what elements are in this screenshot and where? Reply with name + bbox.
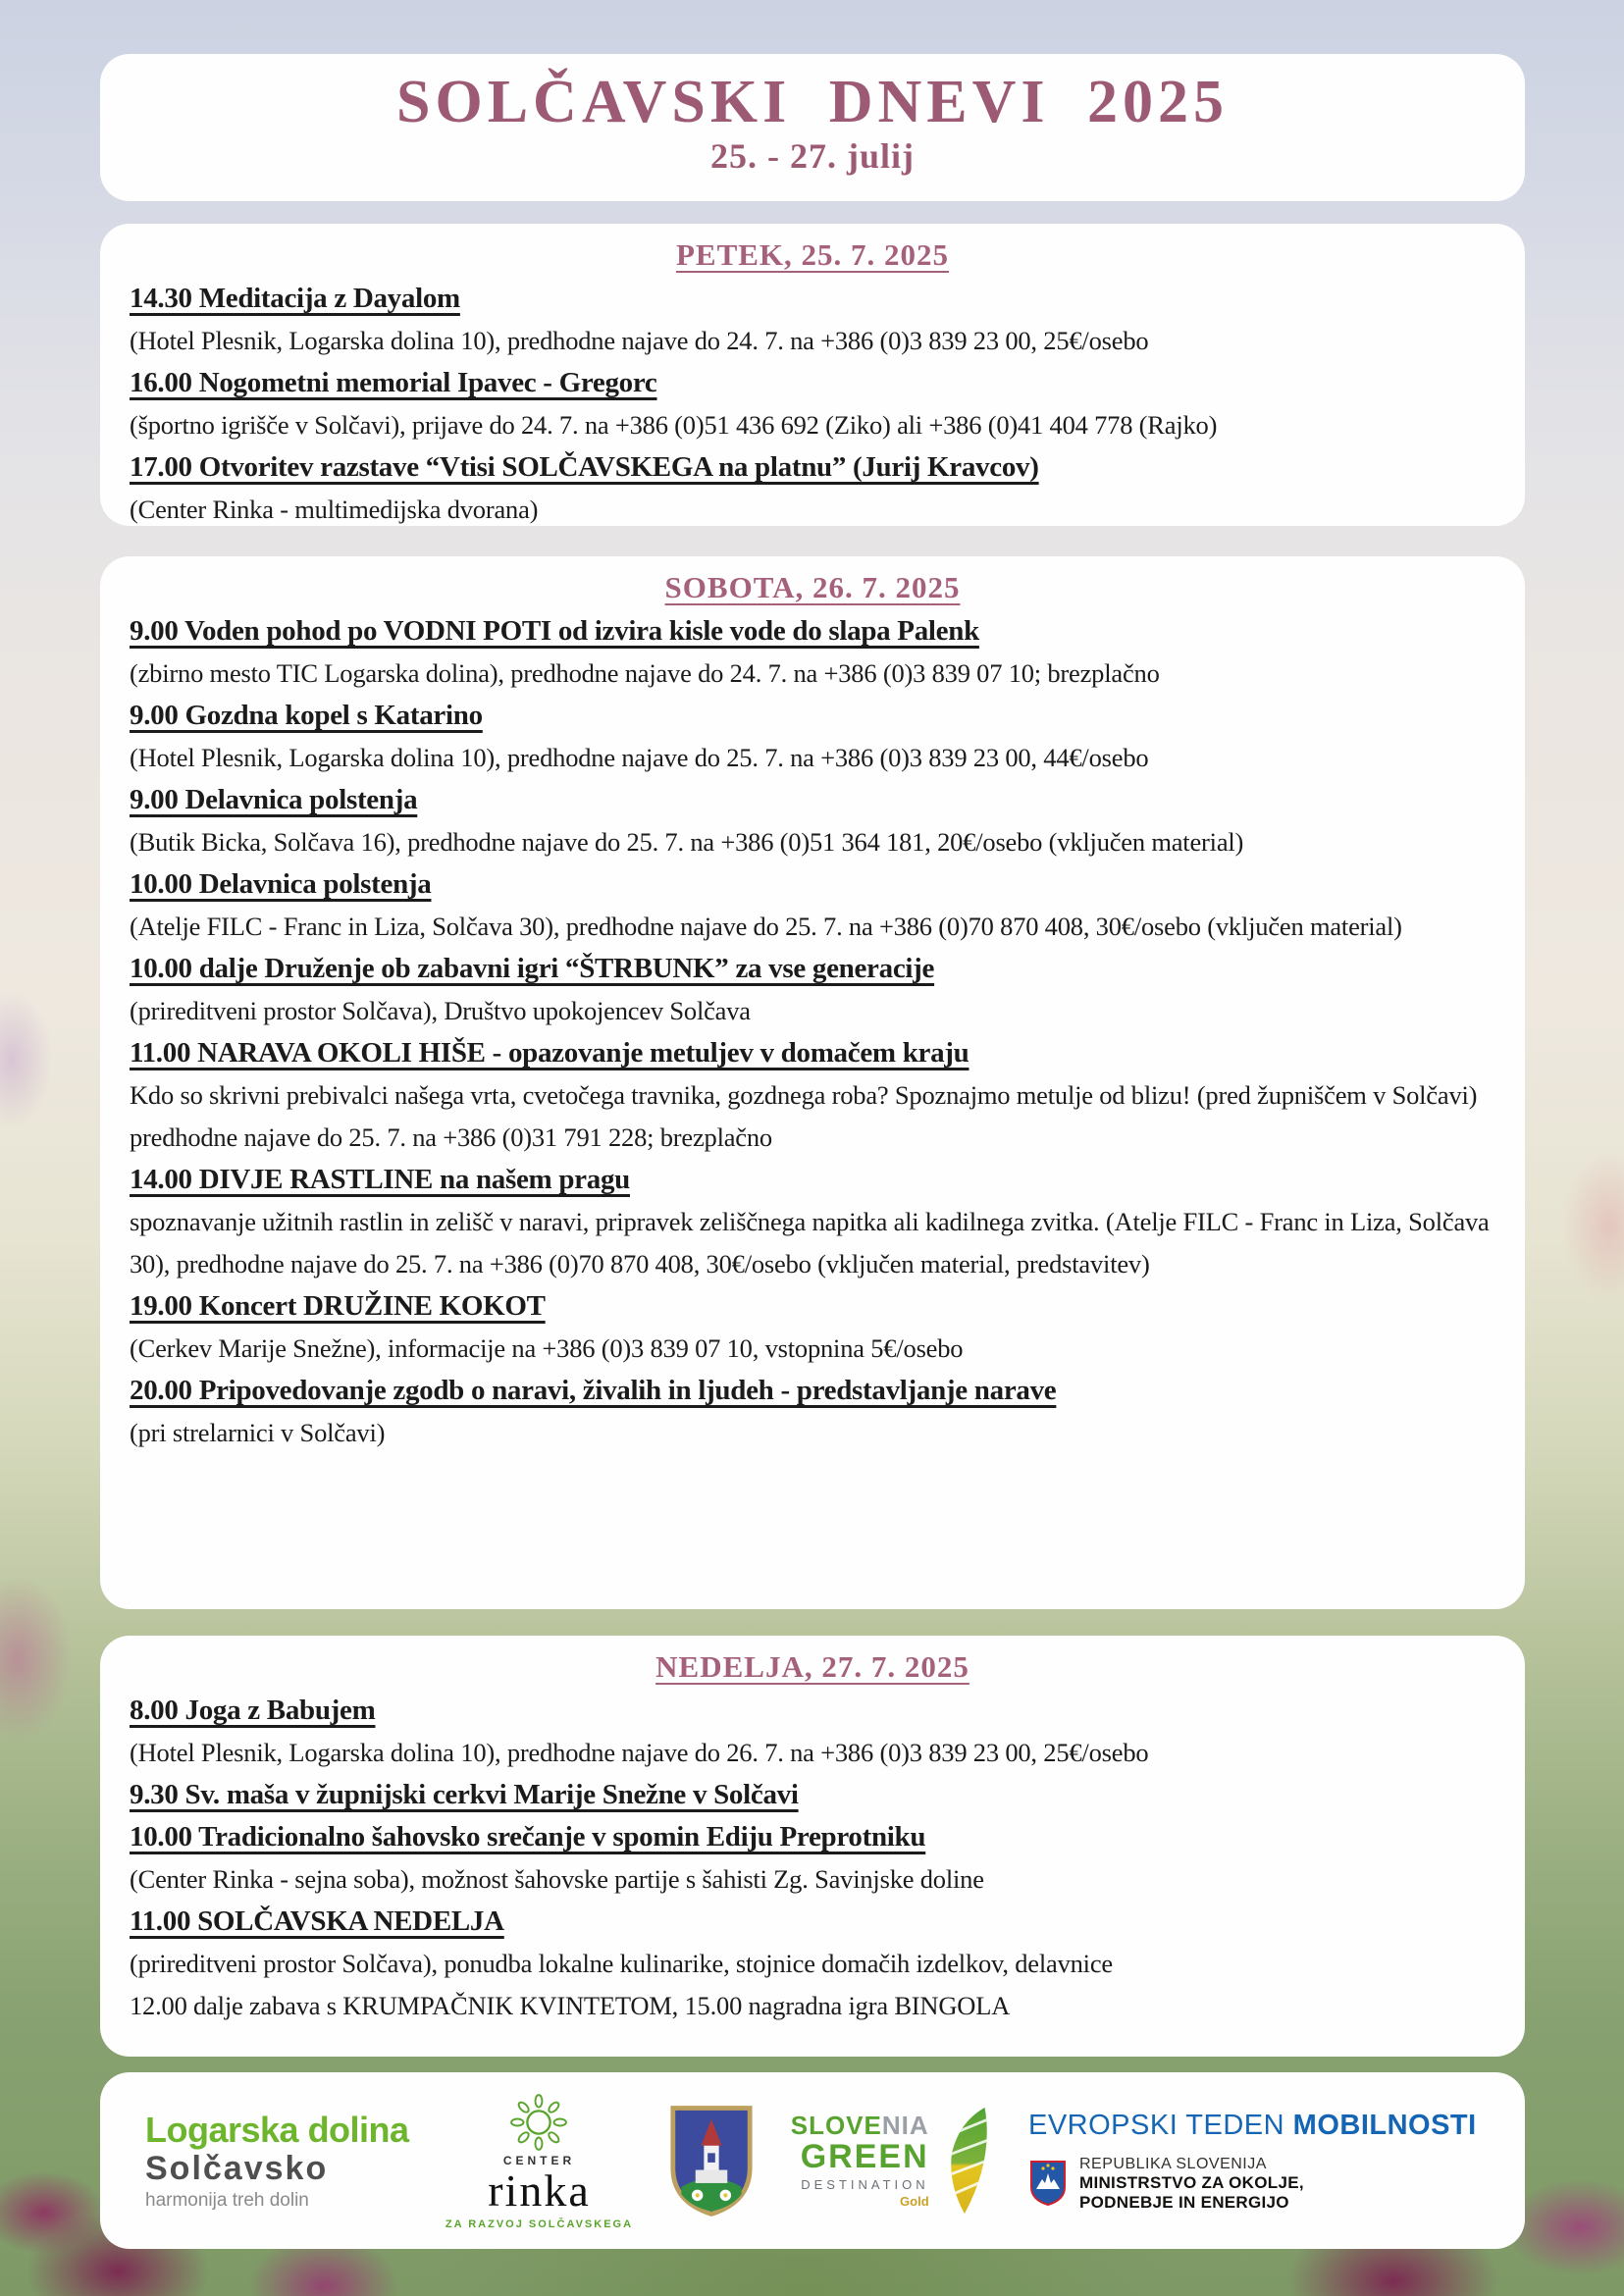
event-title: 14.30 Meditacija z Dayalom [130, 283, 460, 314]
event-title: 10.00 Delavnica polstenja [130, 868, 432, 900]
solcavsko-title: Solčavsko [145, 2149, 329, 2187]
event-title: 14.00 DIVJE RASTLINE na našem pragu [130, 1164, 630, 1195]
page-title: SOLČAVSKI DNEVI 2025 [395, 69, 1230, 135]
solcava-crest-icon [669, 2104, 754, 2218]
event-detail: (pri strelarnici v Solčavi) [130, 1418, 386, 1447]
event-title: 9.00 Voden pohod po VODNI POTI od izvira kisle vode do slapa Palenk [130, 615, 979, 647]
section-saturday-card [100, 556, 1525, 1609]
event-title: 17.00 Otvoritev razstave “Vtisi SOLČAVSKEGA na platnu” (Jurij Kravcov) [130, 451, 1039, 483]
event-title: 16.00 Nogometni memorial Ipavec - Gregorc [130, 367, 657, 398]
center-rinka-logo [445, 2092, 633, 2230]
event-detail: (Center Rinka - multimedijska dvorana) [130, 495, 539, 524]
mobility-week-bold: MOBILNOSTI [1292, 2109, 1477, 2141]
section-friday-card [100, 224, 1525, 526]
event-detail: (Butik Bicka, Solčava 16), predhodne najave do 25. 7. na +386 (0)51 364 181, 20€/osebo (vključen material) [130, 827, 1244, 857]
event-title: 8.00 Joga z Babujem [130, 1695, 376, 1726]
event-title: 10.00 Tradicionalno šahovsko srečanje v spomin Ediju Preprotniku [130, 1821, 926, 1852]
event-title: 11.00 SOLČAVSKA NEDELJA [130, 1905, 504, 1937]
green-leaf-icon [937, 2106, 992, 2216]
institutional-logos [1028, 2110, 1480, 2212]
event-title: 9.00 Gozdna kopel s Katarino [130, 700, 483, 731]
footer-logos-card [100, 2072, 1525, 2249]
rinka-name: rinka [488, 2165, 591, 2216]
section-header-sunday: NEDELJA, 27. 7. 2025 [655, 1649, 969, 1684]
logarska-tagline: harmonija treh dolin [145, 2189, 309, 2211]
event-detail: spoznavanje užitnih rastlin in zelišč v naravi, pripravek zeliščnega napitka ali kadilnega zvitka. (Atelje FILC - Franc in Liza, Solčava 30), predhodne najave do 25. 7. na +386 (0)70 870 408, 30€/osebo (vključen material, predstavitev) [130, 1207, 1490, 1278]
event-detail: predhodne najave do 25. 7. na +386 (0)31 791 228; brezplačno [130, 1122, 772, 1152]
event-detail: (Center Rinka - sejna soba), možnost šahovske partije s šahisti Zg. Savinjske doline [130, 1864, 984, 1894]
ministry-line2: PODNEBJE IN ENERGIJO [1079, 2192, 1289, 2212]
section-sunday-card [100, 1636, 1525, 2057]
slovenia-coat-of-arms-icon [1028, 2160, 1068, 2207]
event-detail: (Cerkev Marije Snežne), informacije na +386 (0)3 839 07 10, vstopnina 5€/osebo [130, 1333, 964, 1363]
ministry-country: REPUBLIKA SLOVENIJA [1079, 2155, 1267, 2172]
page-subtitle: 25. - 27. julij [710, 136, 915, 176]
rinka-sun-icon [508, 2092, 569, 2153]
event-title: 9.30 Sv. maša v župnijski cerkvi Marije Snežne v Solčavi [130, 1779, 799, 1810]
event-detail: (Hotel Plesnik, Logarska dolina 10), predhodne najave do 24. 7. na +386 (0)3 839 23 00, 25€/osebo [130, 326, 1149, 355]
rinka-center-label: CENTER [502, 2153, 576, 2167]
slovenia-green-text [791, 2113, 929, 2208]
event-detail: (Hotel Plesnik, Logarska dolina 10), predhodne najave do 25. 7. na +386 (0)3 839 23 00, 44€/osebo [130, 743, 1149, 772]
event-title: 11.00 NARAVA OKOLI HIŠE - opazovanje metuljev v domačem kraju [130, 1037, 969, 1069]
event-detail: 12.00 dalje zabava s KRUMPAČNIK KVINTETOM, 15.00 nagradna igra BINGOLA [130, 1991, 1011, 2020]
logarska-dolina-title: Logarska dolina [145, 2109, 409, 2150]
mobility-week-regular: EVROPSKI TEDEN [1028, 2109, 1293, 2141]
event-detail: (Hotel Plesnik, Logarska dolina 10), predhodne najave do 26. 7. na +386 (0)3 839 23 00, 25€/osebo [130, 1738, 1149, 1767]
event-detail: (Atelje FILC - Franc in Liza, Solčava 30), predhodne najave do 25. 7. na +386 (0)70 870 408, 30€/osebo (vključen material) [130, 912, 1402, 941]
rinka-tagline: ZA RAZVOJ SOLČAVSKEGA [445, 2218, 634, 2230]
slovenia-green-nia: NIA [881, 2111, 929, 2141]
event-title: 19.00 Koncert DRUŽINE KOKOT [130, 1290, 546, 1322]
slovenia-green-slove: SLOVE [790, 2111, 882, 2141]
logarska-dolina-logo [145, 2109, 409, 2211]
slovenia-green-gold: Gold [900, 2193, 929, 2209]
event-title: 10.00 dalje Druženje ob zabavni igri “ŠTRBUNK” za vse generacije [130, 953, 935, 984]
event-detail: (športno igrišče v Solčavi), prijave do 24. 7. na +386 (0)51 436 692 (Ziko) ali +386 (0)41 404 778 (Rajko) [130, 410, 1218, 440]
ministry-logo [1028, 2156, 1480, 2212]
event-title: 20.00 Pripovedovanje zgodb o naravi, živalih in ljudeh - predstavljanje narave [130, 1375, 1057, 1406]
slovenia-green-line1 [791, 2113, 929, 2139]
event-detail: (prireditveni prostor Solčava), Društvo upokojencev Solčava [130, 996, 751, 1025]
mobility-week-logo [1028, 2110, 1480, 2142]
slovenia-green-green: GREEN [800, 2137, 929, 2175]
event-detail: (zbirno mesto TIC Logarska dolina), predhodne najave do 24. 7. na +386 (0)3 839 07 10; brezplačno [130, 658, 1160, 688]
ministry-line1: MINISTRSTVO ZA OKOLJE, [1079, 2173, 1304, 2193]
event-detail: (prireditveni prostor Solčava), ponudba lokalne kulinarike, stojnice domačih izdelkov, delavnice [130, 1949, 1113, 1978]
title-card [100, 54, 1525, 201]
slovenia-green-logo [791, 2106, 992, 2216]
ministry-text [1079, 2156, 1304, 2212]
event-title: 9.00 Delavnica polstenja [130, 784, 418, 815]
event-detail: Kdo so skrivni prebivalci našega vrta, cvetočega travnika, gozdnega roba? Spoznajmo metulje od blizu! (pred župniščem v Solčavi) [130, 1080, 1478, 1110]
slovenia-green-destination: DESTINATION [801, 2177, 929, 2193]
section-header-friday: PETEK, 25. 7. 2025 [675, 237, 950, 272]
section-header-saturday: SOBOTA, 26. 7. 2025 [664, 570, 961, 604]
